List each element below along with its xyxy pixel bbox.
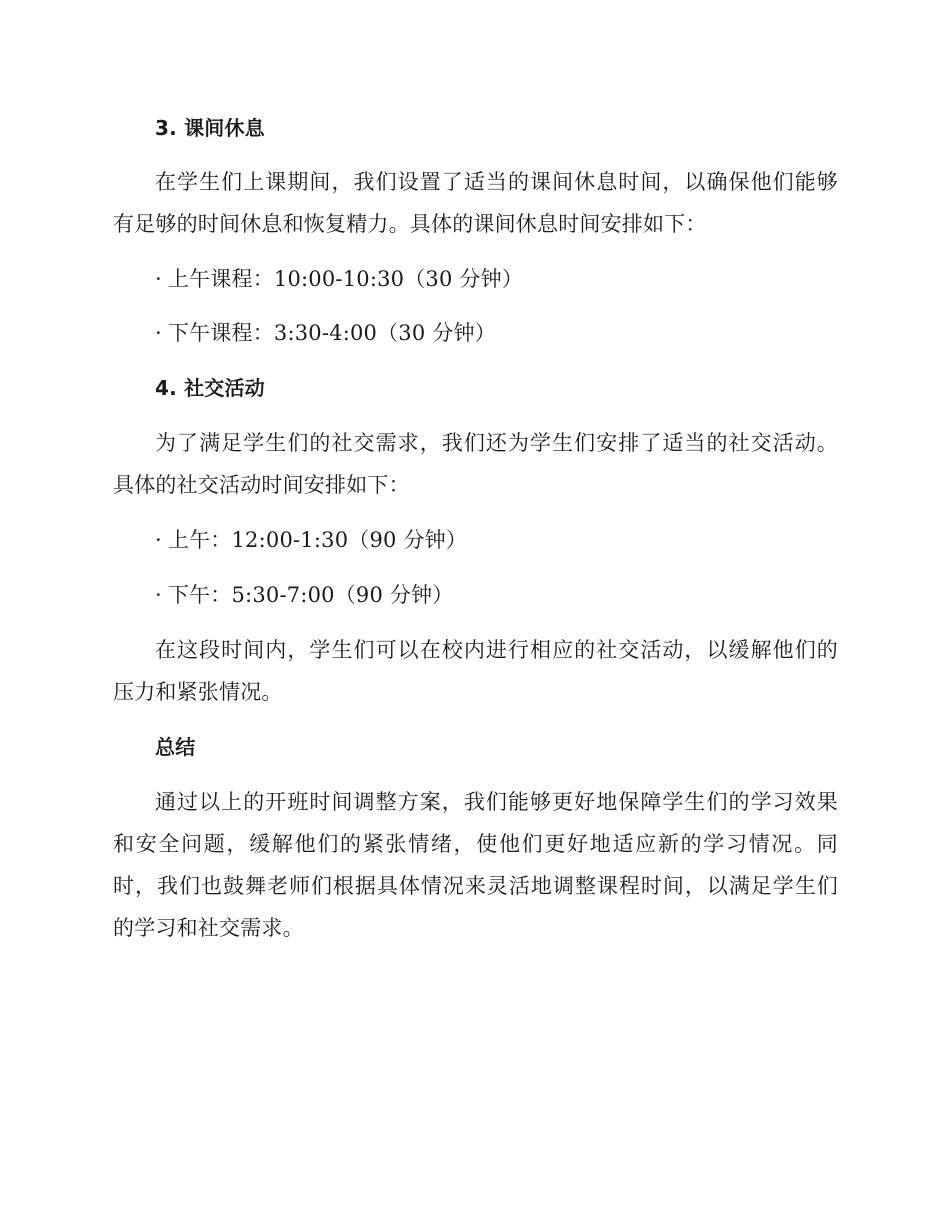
paragraph-line: 和安全问题，缓解他们的紧张情绪，使他们更好地适应新的学习情况。同 — [113, 832, 838, 856]
list-item — [155, 264, 880, 294]
list-item — [155, 318, 880, 348]
list-item-text: 上午课程：10:00-10:30（30 分钟） — [167, 267, 524, 291]
paragraph-line: 在这段时间内，学生们可以在校内进行相应的社交活动，以缓解他们的 — [155, 638, 838, 662]
paragraph-line: 通过以上的开班时间调整方案，我们能够更好地保障学生们的学习效果 — [155, 790, 838, 814]
list-item-text: 下午课程：3:30-4:00（30 分钟） — [167, 321, 496, 345]
section-heading-social: 4. 社交活动 — [155, 376, 265, 400]
paragraph-line: 有足够的时间休息和恢复精力。具体的课间休息时间安排如下： — [113, 212, 707, 236]
list-item-text: 下午：5:30-7:00（90 分钟） — [167, 583, 454, 607]
paragraph-line: 压力和紧张情况。 — [113, 680, 283, 704]
list-item — [155, 580, 880, 610]
paragraph-line: 具体的社交活动时间安排如下： — [113, 473, 410, 497]
bullet-marker: · — [155, 583, 162, 607]
section-heading-summary: 总结 — [155, 735, 196, 759]
paragraph-line: 的学习和社交需求。 — [113, 916, 304, 940]
bullet-marker: · — [155, 267, 162, 291]
section-heading-break: 3. 课间休息 — [155, 116, 265, 140]
bullet-marker: · — [155, 321, 162, 345]
list-item — [155, 525, 880, 555]
paragraph-line: 在学生们上课期间，我们设置了适当的课间休息时间，以确保他们能够 — [155, 170, 838, 194]
bullet-marker: · — [155, 528, 162, 552]
paragraph-line: 时，我们也鼓舞老师们根据具体情况来灵活地调整课程时间，以满足学生们 — [113, 874, 838, 898]
paragraph-line: 为了满足学生们的社交需求，我们还为学生们安排了适当的社交活动。 — [155, 431, 838, 455]
list-item-text: 上午：12:00-1:30（90 分钟） — [167, 528, 468, 552]
